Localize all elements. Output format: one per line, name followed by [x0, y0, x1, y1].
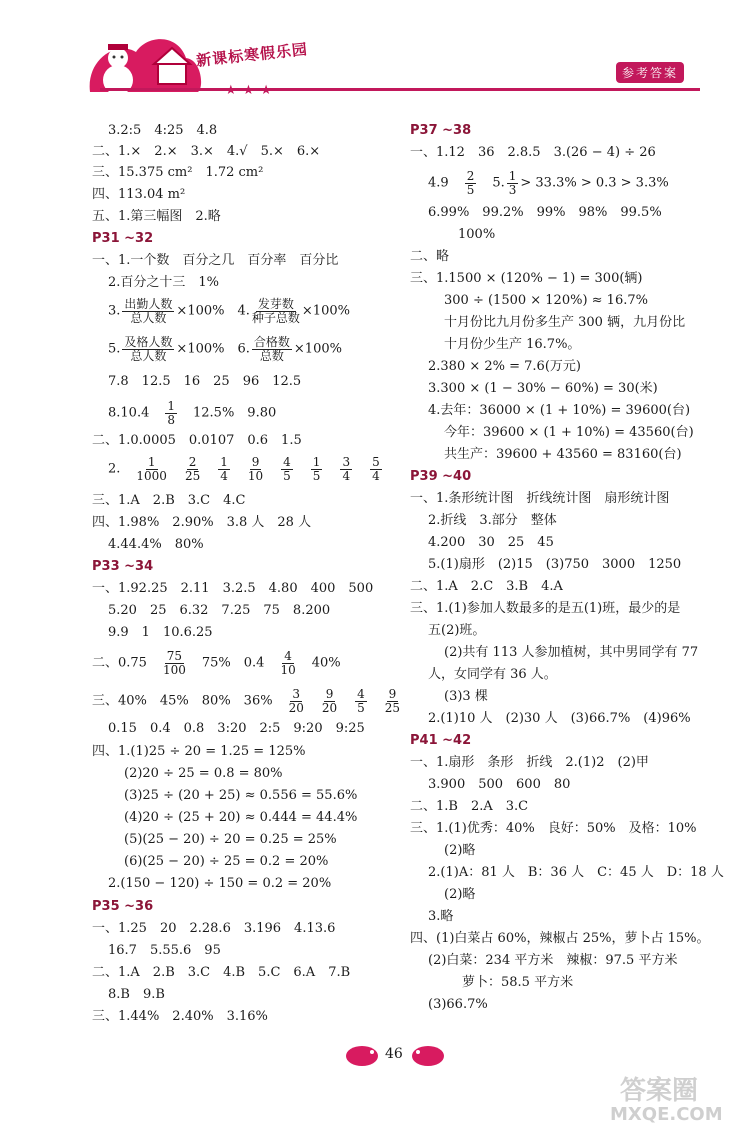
fraction	[218, 456, 230, 482]
page-footer	[0, 1040, 750, 1130]
answer-line: 一、1.一个数 百分之几 百分率 百分比	[92, 253, 339, 268]
answer-line: 4.200 30 25 45	[428, 535, 554, 550]
answer-line: 一、1.条形统计图 折线统计图 扇形统计图	[410, 491, 670, 506]
text: 2.	[108, 461, 121, 477]
text: 8.10.4	[108, 405, 150, 421]
answer-line-fraction	[92, 650, 341, 676]
denominator: 总人数	[130, 348, 167, 363]
answer-line: (2)20 ÷ 25 = 0.8 = 80%	[124, 766, 283, 781]
answer-line: 9.9 1 10.6.25	[108, 625, 213, 640]
brand-title: 新课标寒假乐园	[195, 40, 309, 70]
denominator: 4	[372, 468, 380, 483]
answer-line: (4)20 ÷ (25 + 20) ≈ 0.444 = 44.4%	[124, 810, 358, 825]
section-heading: P33 ~34	[92, 559, 154, 574]
answer-line: 5.20 25 6.32 7.25 75 8.200	[108, 603, 331, 618]
answer-line: 共生产：39600 + 43560 = 83160(台)	[444, 447, 682, 462]
numerator: 2	[466, 169, 475, 183]
answer-line: (6)(25 − 20) ÷ 25 = 0.2 = 20%	[124, 854, 329, 869]
answer-line: 6.99% 99.2% 99% 98% 99.5%	[428, 205, 662, 220]
numerator: 9	[251, 455, 260, 469]
text: 5.	[492, 175, 505, 191]
fraction	[252, 298, 300, 324]
denominator: 20	[321, 700, 338, 715]
fraction	[355, 688, 367, 714]
answer-line: 五、1.第三幅图 2.略	[92, 209, 221, 224]
denominator: 25	[384, 700, 401, 715]
section-heading: P37 ~38	[410, 123, 472, 138]
fraction	[465, 170, 477, 196]
fraction	[122, 336, 174, 362]
numerator: 4	[283, 455, 291, 469]
numerator: 1	[508, 169, 517, 183]
answer-line: 三、1.1500 × (120% − 1) = 300(辆)	[410, 271, 643, 286]
answer-line: 一、1.92.25 2.11 3.2.5 4.80 400 500	[92, 581, 374, 596]
answer-line: 300 ÷ (1500 × 120%) ≈ 16.7%	[444, 293, 648, 308]
answer-line: 萝卜：58.5 平方米	[462, 975, 574, 990]
answer-line: 二、1.× 2.× 3.× 4.√ 5.× 6.×	[92, 144, 321, 159]
numerator: 1	[220, 455, 228, 469]
answer-line-fraction	[108, 456, 384, 482]
answer-line: 五(2)班。	[428, 623, 486, 638]
answer-line: 2.百分之十三 1%	[108, 275, 220, 290]
fraction	[165, 400, 177, 426]
answer-line: 十月份比九月份多生产 300 辆，九月份比	[444, 315, 686, 330]
numerator: 9	[325, 687, 334, 701]
denominator: 5	[357, 700, 365, 715]
fraction	[252, 336, 292, 362]
text: > 33.3% > 0.3 > 3.3%	[520, 175, 669, 191]
text: 二、0.75	[92, 655, 147, 671]
denominator: 1000	[136, 468, 167, 483]
fraction	[185, 456, 200, 482]
answer-line: 4.去年：36000 × (1 + 10%) = 39600(台)	[428, 403, 691, 418]
answer-line: 一、1.25 20 2.28.6 3.196 4.13.6	[92, 921, 336, 936]
text: ×100%	[293, 341, 342, 357]
fraction	[280, 650, 295, 676]
denominator: 5	[466, 182, 475, 197]
answer-key-tag: 参考答案	[616, 62, 684, 83]
fraction	[385, 688, 400, 714]
text: ×100%	[301, 303, 350, 319]
answer-line: 三、15.375 cm² 1.72 cm²	[92, 165, 264, 180]
answer-line: 2.折线 3.部分 整体	[428, 513, 557, 528]
fraction	[322, 688, 337, 714]
answer-line: 一、1.扇形 条形 折线 2.(1)2 (2)甲	[410, 755, 649, 770]
answer-line: 3.2:5 4:25 4.8	[108, 123, 218, 138]
answer-line: 8.B 9.B	[108, 987, 165, 1002]
text: 75% 0.4	[201, 655, 265, 671]
fraction	[370, 456, 382, 482]
numerator: 4	[284, 649, 292, 663]
denominator: 20	[288, 700, 304, 715]
numerator: 出勤人数	[124, 297, 173, 311]
answer-line: 三、1.(1)参加人数最多的是五(1)班，最少的是	[410, 601, 681, 616]
answer-line: 2.380 × 2% = 7.6(万元)	[428, 359, 581, 374]
text: ×100% 4.	[176, 303, 250, 319]
numerator: 发芽数	[257, 297, 294, 311]
numerator: 75	[166, 649, 183, 663]
answer-line-fraction	[108, 336, 342, 362]
answer-line: 100%	[458, 227, 496, 242]
denominator: 种子总数	[251, 310, 300, 325]
denominator: 100	[162, 662, 186, 677]
denominator: 4	[220, 468, 228, 483]
numerator: 1	[147, 455, 156, 469]
denominator: 8	[167, 412, 175, 427]
fraction-list	[273, 687, 402, 715]
numerator: 1	[167, 399, 175, 413]
fraction	[289, 688, 304, 714]
text: 三、40% 45% 80% 36%	[92, 693, 273, 709]
page-number: 46	[385, 1046, 403, 1062]
answer-line: (3)3 棵	[444, 689, 488, 704]
answer-line: 三、1.(1)优秀：40% 良好：50% 及格：10%	[410, 821, 697, 836]
text: 4.9	[428, 175, 449, 191]
section-heading: P35 ~36	[92, 899, 154, 914]
denominator: 总人数	[130, 310, 167, 325]
fraction-list	[120, 455, 383, 483]
numerator: 9	[388, 687, 397, 701]
fraction	[281, 456, 293, 482]
answer-line: 2.(150 − 120) ÷ 150 = 0.2 = 20%	[108, 876, 332, 891]
numerator: 5	[372, 455, 380, 469]
answer-line: (3)66.7%	[428, 997, 488, 1012]
denominator: 25	[184, 468, 201, 483]
answer-line-fraction	[428, 170, 669, 196]
page-header	[0, 0, 750, 120]
text: 12.5% 9.80	[193, 405, 277, 421]
answer-line-fraction	[108, 400, 276, 426]
header-divider	[100, 88, 700, 91]
text: ×100% 6.	[176, 341, 250, 357]
answer-line: 16.7 5.55.6 95	[108, 943, 221, 958]
numerator: 4	[357, 687, 365, 701]
fraction	[122, 298, 174, 324]
fraction	[136, 456, 167, 482]
text: 3.	[108, 303, 121, 319]
answer-line: 二、1.B 2.A 3.C	[410, 799, 529, 814]
answer-line: 二、1.A 2.B 3.C 4.B 5.C 6.A 7.B	[92, 965, 351, 980]
answer-line: 四、113.04 m²	[92, 187, 186, 202]
section-heading: P31 ~32	[92, 231, 154, 246]
numerator: 1	[312, 455, 321, 469]
answer-line: 二、1.A 2.C 3.B 4.A	[410, 579, 563, 594]
star-decoration: ★★★	[225, 83, 278, 98]
denominator: 3	[508, 182, 517, 197]
answer-line: 三、1.44% 2.40% 3.16%	[92, 1009, 268, 1024]
fraction	[248, 456, 263, 482]
numerator: 合格数	[253, 335, 290, 349]
text: 40%	[311, 655, 341, 671]
text: 5.	[108, 341, 121, 357]
answer-line: 人，女同学有 36 人。	[428, 667, 557, 682]
numerator: 3	[292, 687, 301, 701]
denominator: 5	[283, 468, 291, 483]
answer-line: (2)共有 113 人参加植树，其中男同学有 77	[444, 645, 699, 660]
answer-line: 二、1.0.0005 0.0107 0.6 1.5	[92, 433, 302, 448]
answer-line: 四、1.(1)25 ÷ 20 = 1.25 = 125%	[92, 744, 306, 759]
answer-line: 今年：39600 × (1 + 10%) = 43560(台)	[444, 425, 694, 440]
answer-line: (5)(25 − 20) ÷ 20 = 0.25 = 25%	[124, 832, 337, 847]
section-heading: P39 ~40	[410, 469, 472, 484]
fraction	[507, 170, 519, 196]
answer-line: 4.44.4% 80%	[108, 537, 204, 552]
answer-line: (2)白菜：234 平方米 辣椒：97.5 平方米	[428, 953, 678, 968]
numerator: 及格人数	[124, 335, 173, 349]
answer-line: 5.(1)扇形 (2)15 (3)750 3000 1250	[428, 557, 682, 572]
answer-line: 十月份少生产 16.7%。	[444, 337, 581, 352]
answer-line: 一、1.12 36 2.8.5 3.(26 − 4) ÷ 26	[410, 145, 656, 160]
answer-line: 四、(1)白菜占 60%，辣椒占 25%，萝卜占 15%。	[410, 931, 710, 946]
watermark-url: MXQE.COM	[610, 1104, 723, 1125]
answer-line: 四、1.98% 2.90% 3.8 人 28 人	[92, 515, 312, 530]
section-heading: P41 ~42	[410, 733, 472, 748]
watermark-logo: 答案圈	[620, 1076, 699, 1106]
answer-line: 2.(1)A：81 人 B：36 人 C：45 人 D：18 人	[428, 865, 724, 880]
answer-line: (3)25 ÷ (20 + 25) ≈ 0.556 = 55.6%	[124, 788, 358, 803]
fraction	[311, 456, 323, 482]
answer-line: (2)略	[444, 887, 476, 902]
answer-line: 3.300 × (1 − 30% − 60%) = 30(米)	[428, 381, 658, 396]
answer-line: 7.8 12.5 16 25 96 12.5	[108, 374, 302, 389]
answer-line-fraction	[92, 688, 402, 714]
answer-line: 3.900 500 600 80	[428, 777, 571, 792]
fraction	[340, 456, 352, 482]
answer-line: 3.略	[428, 909, 454, 924]
answer-line: (2)略	[444, 843, 476, 858]
answer-line-fraction	[108, 298, 350, 324]
denominator: 10	[247, 468, 264, 483]
answer-line: 三、1.A 2.B 3.C 4.C	[92, 493, 246, 508]
fraction	[163, 650, 186, 676]
numerator: 3	[342, 455, 351, 469]
answer-line: 二、略	[410, 249, 450, 264]
denominator: 4	[342, 468, 351, 483]
denominator: 5	[312, 468, 321, 483]
numerator: 2	[188, 455, 197, 469]
denominator: 10	[280, 662, 296, 677]
answer-line: 2.(1)10 人 (2)30 人 (3)66.7% (4)96%	[428, 711, 691, 726]
denominator: 总数	[259, 348, 284, 363]
answer-line: 0.15 0.4 0.8 3:20 2:5 9:20 9:25	[108, 721, 365, 736]
